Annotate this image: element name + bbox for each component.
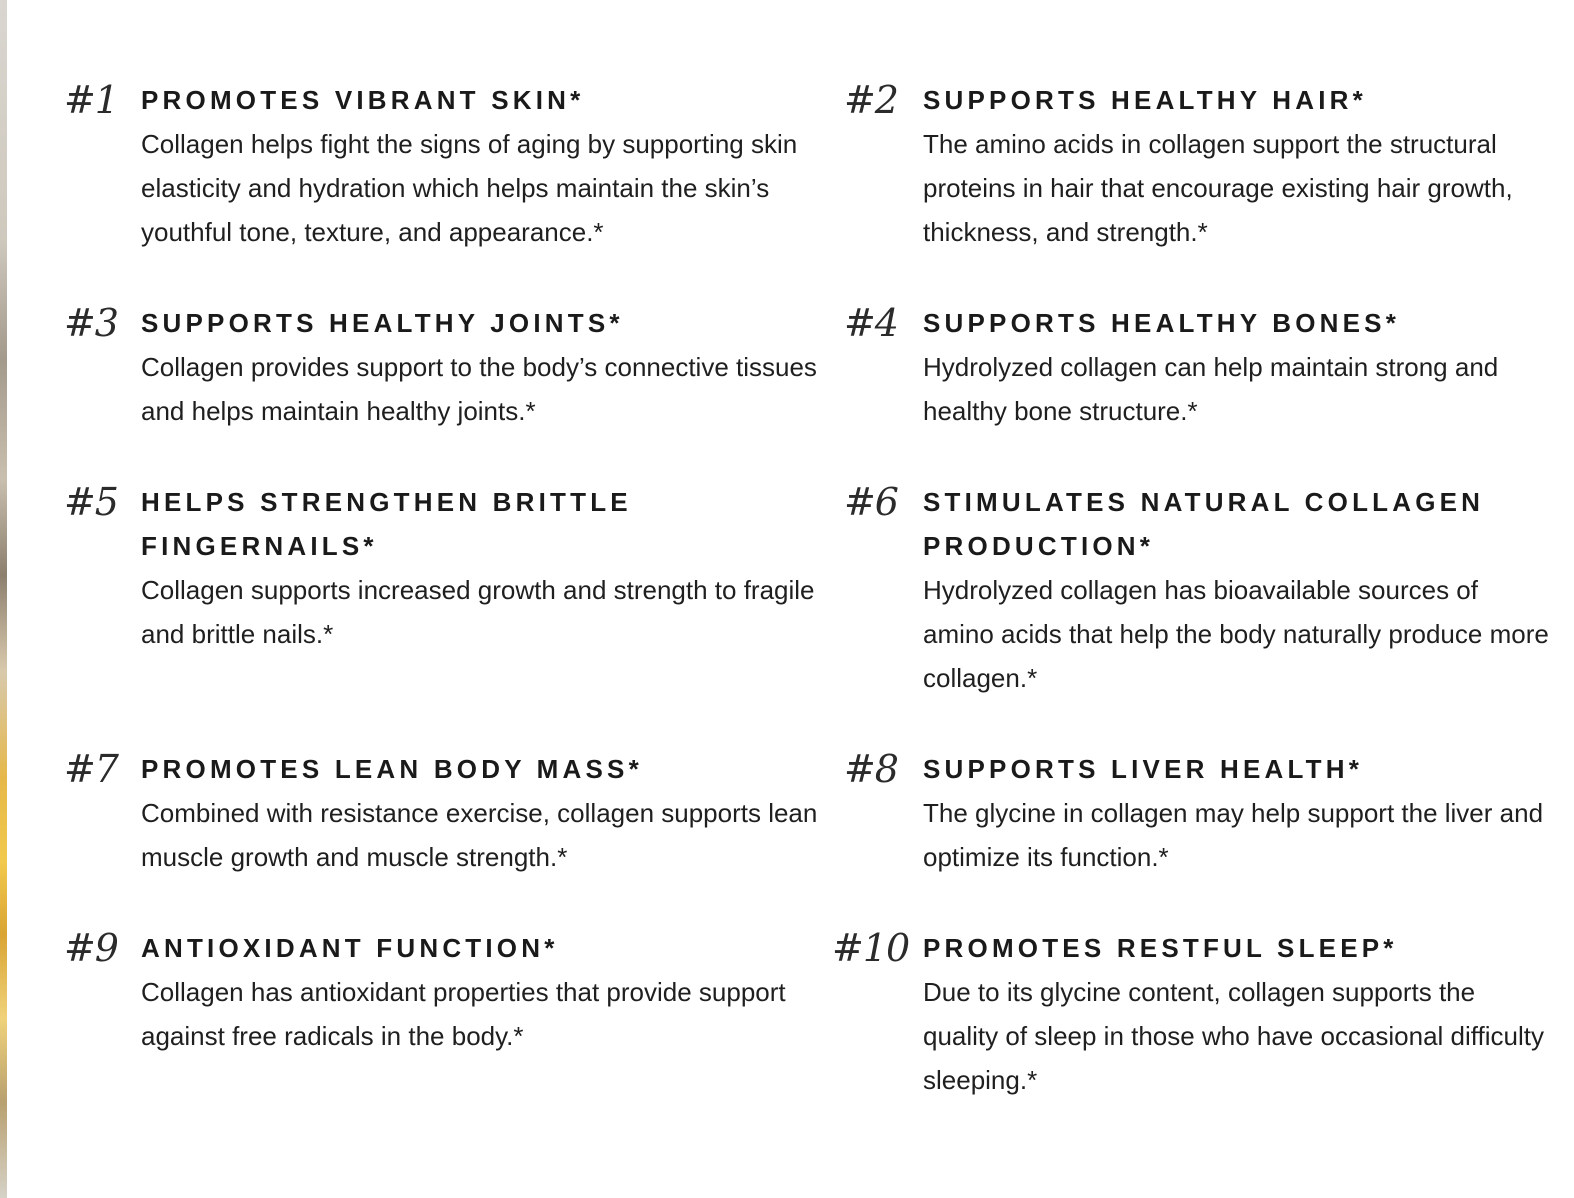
benefit-description: Due to its glycine content, collagen supports the quality of sleep in those who have occasional difficulty sleeping.*	[923, 977, 1545, 1095]
benefit-number: #3	[63, 301, 118, 345]
benefit-title: HELPS STRENGTHEN BRITTLE FINGERNAILS*	[141, 487, 632, 561]
benefit-number: #5	[63, 480, 118, 524]
benefit-title: SUPPORTS HEALTHY HAIR*	[923, 85, 1367, 115]
benefit-title: ANTIOXIDANT FUNCTION*	[141, 933, 559, 963]
benefit-number: #4	[843, 301, 898, 345]
benefit-description: The amino acids in collagen support the structural proteins in hair that encourage existing hair growth, thickness, and strength.*	[923, 129, 1513, 247]
benefit-description: The glycine in collagen may help support the liver and optimize its function.*	[923, 798, 1544, 872]
benefit-number: #6	[843, 480, 898, 524]
benefit-description: Collagen has antioxidant properties that provide support against free radicals in the body.*	[141, 977, 786, 1051]
benefit-title: PROMOTES VIBRANT SKIN*	[141, 85, 585, 115]
benefit-number: #7	[63, 747, 118, 791]
benefit-number: #10	[832, 926, 910, 970]
benefit-description: Collagen provides support to the body’s connective tissues and helps maintain healthy joints.*	[141, 352, 817, 426]
benefit-title: STIMULATES NATURAL COLLAGEN PRODUCTION*	[923, 487, 1485, 561]
benefit-description: Hydrolyzed collagen has bioavailable sources of amino acids that help the body naturally produce more collagen.*	[923, 575, 1549, 693]
benefit-number: #9	[63, 926, 118, 970]
benefit-description: Combined with resistance exercise, collagen supports lean muscle growth and muscle strength.*	[141, 798, 818, 872]
benefit-title: PROMOTES LEAN BODY MASS*	[141, 754, 643, 784]
benefit-number: #8	[843, 747, 898, 791]
benefit-description: Collagen supports increased growth and strength to fragile and brittle nails.*	[141, 575, 815, 649]
benefit-title: SUPPORTS HEALTHY JOINTS*	[141, 308, 624, 338]
benefit-number: #2	[843, 78, 898, 122]
benefit-title: SUPPORTS LIVER HEALTH*	[923, 754, 1364, 784]
benefit-number: #1	[63, 78, 118, 122]
benefit-description: Collagen helps fight the signs of aging by supporting skin elasticity and hydration which helps maintain the skin’s youthful tone, texture, and appearance.*	[141, 129, 798, 247]
benefit-title: PROMOTES RESTFUL SLEEP*	[923, 933, 1398, 963]
benefit-description: Hydrolyzed collagen can help maintain strong and healthy bone structure.*	[923, 352, 1499, 426]
benefit-title: SUPPORTS HEALTHY BONES*	[923, 308, 1401, 338]
